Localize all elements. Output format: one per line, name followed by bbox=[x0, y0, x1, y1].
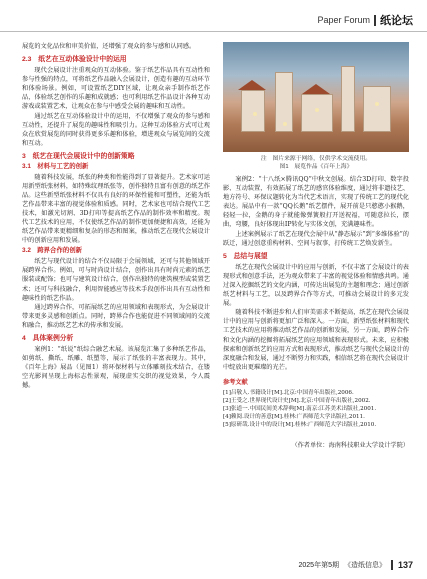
paragraph: 纸艺在现代会展设计中的应用与创新，不仅丰富了会展设计的表现形式和创意手法，还为观众带来了丰富的视觉体验和情感共鸣。通过深入挖掘纸艺的文化内涵，可传达出展览的主题和理念；通过创新纸艺材料与工艺，以及跨界合作等方式，可推动会展设计的多元发展。 bbox=[223, 263, 409, 308]
section-heading-5: 5 总结与展望 bbox=[223, 252, 268, 260]
paragraph: 上述案例展示了纸艺在现代会展中从“静态展示”到“多维体验”的跃迁，通过创意重构材料、空间与叙事，打传统工艺焕发新生。 bbox=[223, 230, 409, 247]
paragraph: 现代会展设计注重观众的互动体验。鉴于纸艺作品具有互动性和参与性强的特点，可将纸艺作品融入会展设计，创造有趣的互动环节和体验场景。例如，可设置纸艺DIY区域，让观众亲手制作纸艺作品，体验纸艺创作的乐趣和成就感；也可利用纸艺作品设计各种互动游戏或装置艺术，让观众在参与中感受会展的趣味和互动性。 bbox=[22, 67, 210, 111]
issue-label: 2025年第5期 bbox=[298, 562, 339, 569]
paragraph: 随着科技不断进步和人们审美需求不断提高，纸艺在现代会展设计中的应用与创新将更加广泛和深入。一方面，新型纸张材料和现代工艺技术的应用将推动纸艺作品的创新和发展，另一方面，跨界合作和文化内涵的挖掘将拓展纸艺的应用领域和表现形式。未来，应积极探索和创新纸艺的应用方式和表现形式，推动纸艺与现代会展设计的深度融合和发展，通过不断努力和实践，相信纸艺将在现代会展设计中绽放出更璀璨的光芒。 bbox=[223, 309, 409, 371]
subsection-heading-3-1: 3.1 材料与工艺的创新 bbox=[22, 162, 89, 170]
figure-paper-art-shanghai bbox=[223, 42, 409, 152]
footer-divider bbox=[391, 560, 393, 570]
paragraph: 案例2：“十八纸×腾讯QQ”中秋文创展。结合3D打印、数字投影、互动装置，有效拓展了纸艺的感官体验维度，通过将非遗技艺、地方符号、环保议题转化为当代艺术语言，实现了传统工艺的现代化表达。展品中有一款“QQ长鹅”纸艺摆件，展开前是只憨憨小猴鹅，轻轻一拉，金鹅的身子就能像弹簧般打开送祝福，可随意拉长，摆曲，弯腰，良好体现出IP转化与实体文创，充满趣味性。 bbox=[223, 176, 409, 229]
subsection-heading-3-2: 3.2 跨界合作的创新 bbox=[22, 247, 83, 255]
references-title: 参考文献 bbox=[223, 378, 248, 386]
page-header bbox=[317, 10, 413, 30]
reference-item: [3]张道一.中国民间美术辞典[M].南京:江苏美术出版社,2001. bbox=[223, 405, 377, 412]
right-column bbox=[223, 42, 409, 450]
section-heading-3: 3 纸艺在现代会展设计中的创新策略 bbox=[22, 152, 135, 160]
figure-caption: 图1 展览作品《百年上海》 bbox=[279, 164, 353, 170]
page-number: 137 bbox=[397, 560, 413, 570]
author-affiliation: （作者单位：海南科技职业大学设计学院） bbox=[291, 441, 409, 449]
paragraph: 随着科技发展，纸张的种类和性能得到了显著提升。艺术家可运用新型纸张材料，如特殊纹理纸张等，创作独特且富有创意的纸艺作品。这些新型纸张材料不仅具有良好的环保性能和可塑性，还能为纸艺作品带来丰富的视觉体验和质感。同时，艺术家也可结合现代工艺技术，如激光切割、3D打印等提高纸艺作品的制作效率和精度。现代工艺技术的应用，不仅使纸艺作品的制作更加便捷和高效，还能为纸艺作品带来更精细和复杂的形态和图案，推动纸艺在现代会展设计中的创新应用和发展。 bbox=[22, 173, 210, 245]
section-name-cn: 纸论坛 bbox=[380, 15, 413, 27]
header-divider bbox=[374, 15, 376, 26]
reference-item: [2]王受之.世界现代设计史[M].北京:中国青年出版社,2002. bbox=[223, 397, 371, 404]
paragraph: 通过跨界合作，可拓展纸艺的应用领域和表现形式，为会展设计带来更多灵感和创新点。同时，跨界合作也能促进不同领域间的交流和融合，推动纸艺艺术的传承和发展。 bbox=[22, 303, 210, 329]
reference-item: [5]原研哉.设计中的设计[M].桂林:广西师范大学出版社,2010. bbox=[223, 421, 377, 428]
paragraph: 案例1：“纸说”纸综合融艺术展。该展览汇集了多种纸艺作品，如剪纸、撕纸、纸雕、纸塑等，展示了纸张的丰富表现力。其中，《百年上海》展品（见图1）将环保材料与立体雕刻技术结合，在镂空光影间呈现上海标志性景观，展现虚实交织的视觉效果，令人震撼。 bbox=[22, 346, 210, 390]
section-heading-4: 4 具体案例分析 bbox=[22, 335, 74, 343]
left-column bbox=[22, 42, 210, 391]
page-footer bbox=[299, 560, 414, 570]
paragraph: 展览的文化品位和审美价值，还增强了观众的参与感和认同感。 bbox=[22, 43, 196, 50]
section-heading-2-3: 2.3 纸艺在互动体验设计中的运用 bbox=[22, 56, 127, 64]
paragraph: 通过纸艺在互动体验设计中的运用，不仅增强了观众的参与感和互动性，还提升了展览的趣味性和吸引力。这种互动体验方式可让观众在欣赏展览的同时获得更多乐趣和体验，增进观众与展览间的交流和互动。 bbox=[22, 112, 210, 147]
reference-item: [4]赖阅.设计的善意[M].桂林:广西师范大学出版社,2011. bbox=[223, 413, 365, 420]
reference-item: [1]吕敬人.书籍设计[M].北京:中国青年出版社,2006. bbox=[223, 389, 354, 396]
figure-note: 注 图片来源于网络，仅供学术交流使用。 bbox=[260, 156, 372, 162]
paragraph: 纸艺与现代设计的结合不仅局限于会展领域，还可与其他领域开展跨界合作。例如，可与时尚设计结合，创作出具有时尚元素的纸艺服装或配饰；也可与建筑设计结合，创作出独特的建筑模型或装置艺术；还可与科技融合，利用智能感应等技术手段创作出具有互动性和趣味性的纸艺作品。 bbox=[22, 258, 210, 302]
header-rule bbox=[0, 31, 427, 32]
journal-name: 《造纸信息》 bbox=[343, 562, 386, 569]
section-name-en: Paper Forum bbox=[317, 15, 370, 25]
